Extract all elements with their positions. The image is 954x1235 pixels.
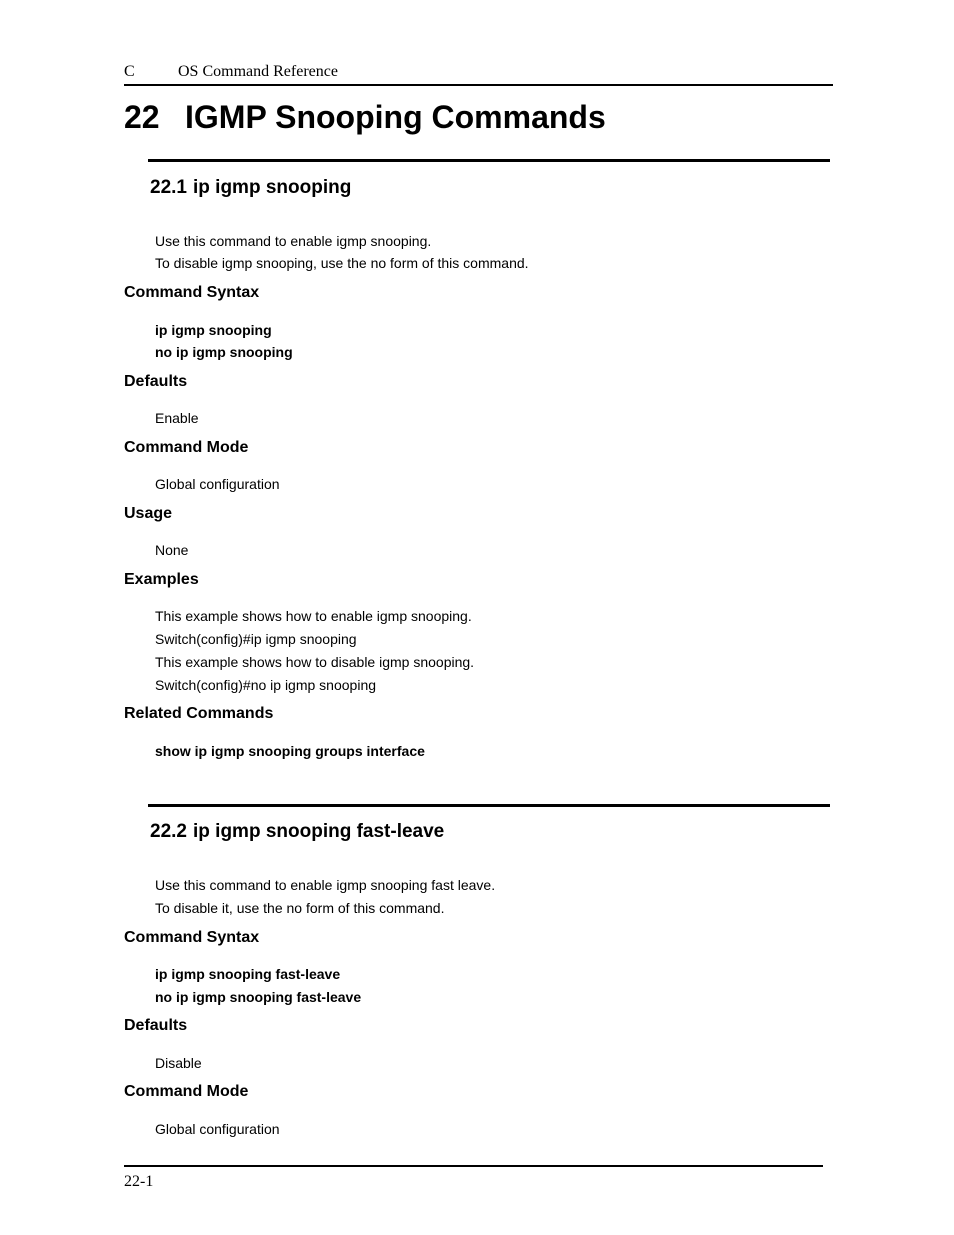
example-line: Switch(config)#no ip igmp snooping	[155, 677, 377, 693]
syntax-line: no ip igmp snooping	[155, 344, 293, 360]
usage-value: None	[155, 542, 189, 558]
command-syntax-heading: Command Syntax	[124, 284, 260, 301]
syntax-line: no ip igmp snooping fast-leave	[155, 989, 362, 1005]
section-number: 22.1	[150, 177, 187, 198]
intro-line: To disable it, use the no form of this command.	[155, 900, 445, 916]
chapter-title	[124, 99, 606, 136]
page-number: 22-1	[124, 1173, 154, 1190]
footer-rule	[124, 1165, 823, 1167]
command-mode-heading: Command Mode	[124, 1083, 249, 1100]
command-mode-heading: Command Mode	[124, 439, 249, 456]
usage-heading: Usage	[124, 505, 173, 522]
defaults-heading: Defaults	[124, 373, 188, 390]
related-commands-heading: Related Commands	[124, 705, 274, 722]
section-heading	[150, 821, 444, 843]
intro-line: Use this command to enable igmp snooping fast leave.	[155, 877, 496, 893]
syntax-line: ip igmp snooping	[155, 322, 272, 338]
intro-line: To disable igmp snooping, use the no form of this command.	[155, 255, 529, 271]
section-rule	[148, 159, 830, 162]
example-line: This example shows how to disable igmp snooping.	[155, 654, 475, 670]
syntax-line: ip igmp snooping fast-leave	[155, 966, 341, 982]
command-mode-value: Global configuration	[155, 1121, 280, 1137]
section-title: ip igmp snooping	[193, 177, 352, 198]
defaults-value: Disable	[155, 1055, 202, 1071]
examples-heading: Examples	[124, 571, 199, 588]
chapter-number: 22	[124, 99, 160, 135]
example-line: Switch(config)#ip igmp snooping	[155, 631, 357, 647]
section-number: 22.2	[150, 821, 187, 842]
header-rule	[124, 84, 833, 86]
command-mode-value: Global configuration	[155, 476, 280, 492]
command-syntax-heading: Command Syntax	[124, 929, 260, 946]
intro-line: Use this command to enable igmp snooping.	[155, 233, 432, 249]
section-rule	[148, 804, 830, 807]
defaults-value: Enable	[155, 410, 199, 426]
section-heading	[150, 177, 351, 199]
header-left-letter: C	[124, 63, 135, 80]
chapter-title-text: IGMP Snooping Commands	[185, 99, 606, 135]
example-line: This example shows how to enable igmp snooping.	[155, 608, 472, 624]
defaults-heading: Defaults	[124, 1017, 188, 1034]
header-title: OS Command Reference	[178, 63, 338, 80]
section-title: ip igmp snooping fast-leave	[193, 821, 445, 842]
related-command: show ip igmp snooping groups interface	[155, 743, 425, 759]
